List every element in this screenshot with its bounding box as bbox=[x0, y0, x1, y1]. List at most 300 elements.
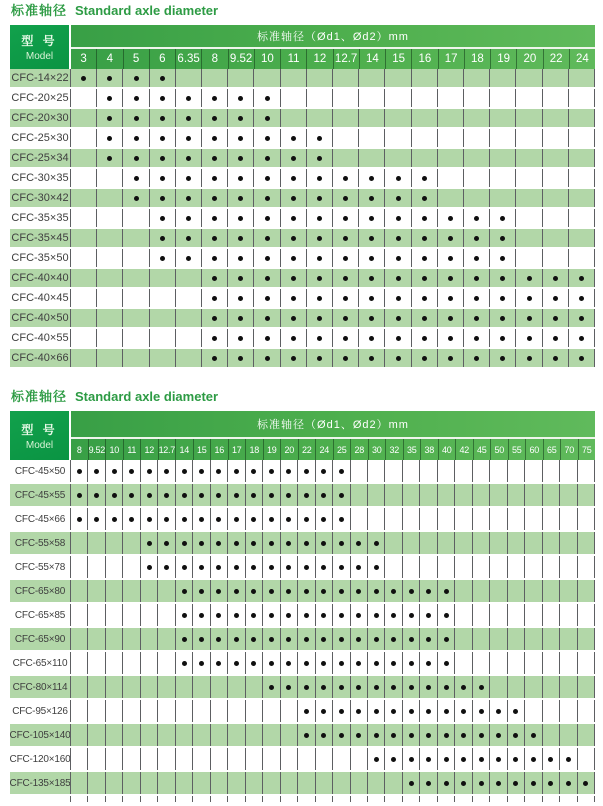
availability-dot bbox=[304, 661, 309, 666]
availability-dot bbox=[94, 493, 99, 498]
diameter-column-header: 40 bbox=[438, 439, 456, 460]
availability-dot bbox=[339, 733, 344, 738]
availability-dot bbox=[286, 541, 291, 546]
availability-cell bbox=[351, 748, 368, 770]
availability-dot bbox=[286, 685, 291, 690]
availability-cell bbox=[359, 349, 385, 367]
availability-cell bbox=[385, 229, 411, 247]
availability-cell bbox=[351, 580, 368, 602]
availability-cell bbox=[263, 652, 280, 674]
availability-cell bbox=[543, 89, 569, 107]
availability-cell bbox=[123, 508, 140, 530]
availability-dot bbox=[251, 589, 256, 594]
availability-cell bbox=[438, 209, 464, 227]
availability-dot bbox=[134, 176, 139, 181]
diameter-column-header: 15 bbox=[193, 439, 211, 460]
availability-cell bbox=[71, 508, 88, 530]
availability-cell bbox=[228, 460, 245, 482]
availability-cell bbox=[385, 652, 402, 674]
availability-cell bbox=[578, 676, 595, 698]
availability-dot bbox=[286, 469, 291, 474]
availability-cell bbox=[141, 508, 158, 530]
availability-cell bbox=[516, 89, 542, 107]
availability-cell bbox=[71, 189, 97, 207]
availability-cell bbox=[385, 508, 402, 530]
availability-cell bbox=[176, 89, 202, 107]
table-body bbox=[10, 460, 595, 802]
availability-cell bbox=[351, 460, 368, 482]
availability-cell bbox=[211, 652, 228, 674]
table-row bbox=[10, 109, 595, 129]
availability-cell bbox=[88, 748, 105, 770]
availability-cell bbox=[490, 748, 507, 770]
availability-cell bbox=[412, 289, 438, 307]
model-cell: CFC-20×25 bbox=[10, 89, 71, 107]
availability-cell bbox=[403, 700, 420, 722]
availability-cell bbox=[420, 460, 437, 482]
availability-dot bbox=[426, 781, 431, 786]
availability-dot bbox=[147, 565, 152, 570]
availability-cell bbox=[176, 249, 202, 267]
availability-cell bbox=[560, 580, 577, 602]
availability-cell bbox=[333, 724, 350, 746]
availability-cell bbox=[150, 129, 176, 147]
availability-dot bbox=[286, 637, 291, 642]
diameter-header-group bbox=[71, 25, 595, 69]
availability-dot bbox=[396, 316, 401, 321]
availability-cell bbox=[263, 748, 280, 770]
availability-cell bbox=[176, 189, 202, 207]
availability-dot bbox=[212, 116, 217, 121]
availability-cell bbox=[490, 189, 516, 207]
section-title bbox=[11, 3, 595, 19]
availability-cell bbox=[368, 556, 385, 578]
availability-dot bbox=[527, 336, 532, 341]
availability-cell bbox=[298, 580, 315, 602]
availability-cell bbox=[385, 209, 411, 227]
availability-cell bbox=[385, 109, 411, 127]
availability-cell bbox=[560, 508, 577, 530]
availability-cell bbox=[525, 652, 542, 674]
availability-dot bbox=[199, 517, 204, 522]
availability-cell bbox=[525, 796, 542, 802]
availability-cell bbox=[158, 508, 175, 530]
availability-dot bbox=[286, 613, 291, 618]
availability-cell bbox=[438, 700, 455, 722]
model-cell: CFC-40×50 bbox=[10, 309, 71, 327]
availability-cell bbox=[455, 700, 472, 722]
availability-cell bbox=[176, 209, 202, 227]
availability-cell bbox=[490, 772, 507, 794]
availability-cell bbox=[490, 209, 516, 227]
availability-cell bbox=[176, 724, 193, 746]
availability-dot bbox=[479, 709, 484, 714]
model-header-zh: 型 号 bbox=[21, 422, 58, 437]
availability-cell bbox=[578, 556, 595, 578]
availability-cell bbox=[150, 209, 176, 227]
availability-cell bbox=[569, 89, 595, 107]
availability-dot bbox=[182, 661, 187, 666]
availability-dot bbox=[304, 613, 309, 618]
diameter-column-header: 18 bbox=[245, 439, 263, 460]
table-row bbox=[10, 289, 595, 309]
availability-cell bbox=[202, 249, 228, 267]
availability-cell bbox=[281, 580, 298, 602]
availability-cell bbox=[307, 149, 333, 167]
availability-cell bbox=[263, 484, 280, 506]
availability-cell bbox=[228, 109, 254, 127]
availability-cell bbox=[150, 269, 176, 287]
availability-cell bbox=[385, 189, 411, 207]
availability-cell bbox=[307, 269, 333, 287]
model-cell: CFC-65×85 bbox=[10, 604, 71, 626]
availability-dot bbox=[448, 316, 453, 321]
availability-dot bbox=[251, 613, 256, 618]
availability-cell bbox=[228, 269, 254, 287]
availability-dot bbox=[182, 589, 187, 594]
availability-cell bbox=[359, 89, 385, 107]
availability-cell bbox=[508, 772, 525, 794]
section-title-zh: 标准轴径 bbox=[11, 389, 68, 404]
availability-cell bbox=[473, 508, 490, 530]
availability-cell bbox=[333, 700, 350, 722]
availability-dot bbox=[369, 296, 374, 301]
availability-dot bbox=[77, 469, 82, 474]
availability-cell bbox=[307, 69, 333, 87]
availability-cell bbox=[473, 772, 490, 794]
availability-cell bbox=[71, 484, 88, 506]
availability-dot bbox=[579, 316, 584, 321]
availability-cell bbox=[141, 604, 158, 626]
availability-cell bbox=[88, 532, 105, 554]
table-row bbox=[10, 604, 595, 628]
availability-dot bbox=[212, 276, 217, 281]
diameter-column-header: 10 bbox=[105, 439, 123, 460]
availability-dot bbox=[396, 176, 401, 181]
availability-cell bbox=[71, 289, 97, 307]
availability-cell bbox=[412, 189, 438, 207]
availability-cell bbox=[211, 796, 228, 802]
availability-cell bbox=[490, 349, 516, 367]
availability-dot bbox=[286, 493, 291, 498]
availability-dot bbox=[409, 685, 414, 690]
availability-cell bbox=[263, 460, 280, 482]
diameter-column-header: 12.7 bbox=[333, 49, 359, 69]
availability-dot bbox=[513, 781, 518, 786]
availability-dot bbox=[265, 196, 270, 201]
availability-dot bbox=[269, 685, 274, 690]
availability-dot bbox=[422, 356, 427, 361]
availability-cell bbox=[281, 460, 298, 482]
availability-dot bbox=[409, 733, 414, 738]
model-cell: CFC-35×45 bbox=[10, 229, 71, 247]
availability-dot bbox=[444, 709, 449, 714]
availability-cell bbox=[88, 676, 105, 698]
availability-cell bbox=[525, 628, 542, 650]
availability-cell bbox=[298, 748, 315, 770]
availability-cell bbox=[193, 484, 210, 506]
availability-cell bbox=[246, 484, 263, 506]
availability-cell bbox=[438, 628, 455, 650]
axle-diameter-section-2 bbox=[10, 389, 595, 802]
availability-cell bbox=[123, 556, 140, 578]
availability-cell bbox=[359, 169, 385, 187]
availability-cell bbox=[176, 700, 193, 722]
availability-cell bbox=[543, 700, 560, 722]
section-title-zh: 标准轴径 bbox=[11, 3, 68, 18]
availability-cell bbox=[193, 556, 210, 578]
availability-cell bbox=[193, 748, 210, 770]
availability-cell bbox=[438, 69, 464, 87]
diameter-column-header: 25 bbox=[333, 439, 351, 460]
availability-cell bbox=[176, 628, 193, 650]
model-cell: CFC-25×30 bbox=[10, 129, 71, 147]
availability-cell bbox=[193, 652, 210, 674]
availability-cell bbox=[368, 580, 385, 602]
availability-dot bbox=[553, 276, 558, 281]
availability-dot bbox=[500, 296, 505, 301]
availability-cell bbox=[420, 676, 437, 698]
diameter-column-header: 9.52 bbox=[228, 49, 254, 69]
availability-cell bbox=[368, 796, 385, 802]
table-row bbox=[10, 460, 595, 484]
availability-dot bbox=[426, 613, 431, 618]
availability-cell bbox=[254, 169, 280, 187]
availability-cell bbox=[176, 129, 202, 147]
model-cell: CFC-45×55 bbox=[10, 484, 71, 506]
availability-cell bbox=[412, 149, 438, 167]
availability-cell bbox=[176, 508, 193, 530]
availability-dot bbox=[291, 136, 296, 141]
availability-cell bbox=[464, 269, 490, 287]
availability-cell bbox=[211, 724, 228, 746]
availability-cell bbox=[150, 109, 176, 127]
availability-cell bbox=[263, 772, 280, 794]
availability-dot bbox=[343, 276, 348, 281]
availability-cell bbox=[420, 604, 437, 626]
availability-dot bbox=[107, 76, 112, 81]
availability-cell bbox=[158, 580, 175, 602]
availability-cell bbox=[228, 329, 254, 347]
availability-cell bbox=[123, 109, 149, 127]
availability-cell bbox=[560, 796, 577, 802]
availability-dot bbox=[134, 116, 139, 121]
availability-dot bbox=[391, 613, 396, 618]
availability-cell bbox=[438, 109, 464, 127]
model-cell: CFC-35×50 bbox=[10, 249, 71, 267]
availability-dot bbox=[251, 541, 256, 546]
availability-cell bbox=[106, 652, 123, 674]
availability-cell bbox=[246, 532, 263, 554]
availability-cell bbox=[281, 269, 307, 287]
availability-cell bbox=[385, 700, 402, 722]
availability-cell bbox=[88, 772, 105, 794]
model-cell: CFC-30×35 bbox=[10, 169, 71, 187]
availability-cell bbox=[438, 508, 455, 530]
availability-cell bbox=[464, 189, 490, 207]
axle-diameter-table-1 bbox=[10, 25, 595, 369]
availability-dot bbox=[343, 216, 348, 221]
availability-cell bbox=[385, 89, 411, 107]
availability-cell bbox=[150, 309, 176, 327]
availability-dot bbox=[369, 316, 374, 321]
availability-cell bbox=[97, 229, 123, 247]
availability-cell bbox=[473, 724, 490, 746]
availability-cell bbox=[202, 69, 228, 87]
availability-cell bbox=[543, 628, 560, 650]
availability-cell bbox=[307, 129, 333, 147]
availability-cell bbox=[333, 460, 350, 482]
availability-cell bbox=[333, 796, 350, 802]
availability-cell bbox=[438, 149, 464, 167]
diameter-column-header: 70 bbox=[560, 439, 578, 460]
availability-cell bbox=[543, 309, 569, 327]
availability-dot bbox=[317, 276, 322, 281]
availability-dot bbox=[448, 276, 453, 281]
availability-dot bbox=[583, 781, 588, 786]
availability-cell bbox=[228, 149, 254, 167]
availability-cell bbox=[263, 724, 280, 746]
availability-cell bbox=[71, 349, 97, 367]
availability-dot bbox=[269, 493, 274, 498]
availability-cell bbox=[525, 724, 542, 746]
availability-dot bbox=[238, 116, 243, 121]
availability-cell bbox=[141, 484, 158, 506]
availability-cell bbox=[106, 484, 123, 506]
availability-dot bbox=[513, 733, 518, 738]
availability-dot bbox=[238, 136, 243, 141]
availability-cell bbox=[490, 556, 507, 578]
availability-cell bbox=[464, 169, 490, 187]
availability-dot bbox=[448, 256, 453, 261]
availability-dot bbox=[343, 236, 348, 241]
availability-dot bbox=[374, 637, 379, 642]
model-cell: CFC-95×126 bbox=[10, 700, 71, 722]
diameter-column-header: 38 bbox=[420, 439, 438, 460]
availability-cell bbox=[254, 69, 280, 87]
availability-dot bbox=[500, 336, 505, 341]
availability-dot bbox=[199, 493, 204, 498]
availability-cell bbox=[193, 508, 210, 530]
availability-cell bbox=[158, 700, 175, 722]
availability-dot bbox=[251, 469, 256, 474]
availability-cell bbox=[569, 129, 595, 147]
table-row bbox=[10, 169, 595, 189]
availability-dot bbox=[186, 236, 191, 241]
availability-cell bbox=[333, 89, 359, 107]
availability-dot bbox=[269, 517, 274, 522]
availability-dot bbox=[94, 517, 99, 522]
availability-cell bbox=[106, 580, 123, 602]
availability-dot bbox=[369, 356, 374, 361]
availability-cell bbox=[560, 700, 577, 722]
table-row bbox=[10, 69, 595, 89]
availability-cell bbox=[281, 289, 307, 307]
availability-dot bbox=[531, 781, 536, 786]
availability-cell bbox=[298, 628, 315, 650]
availability-dot bbox=[317, 296, 322, 301]
availability-dot bbox=[234, 589, 239, 594]
availability-cell bbox=[158, 772, 175, 794]
diameter-column-header: 12.7 bbox=[158, 439, 176, 460]
availability-cell bbox=[71, 748, 88, 770]
availability-cell bbox=[385, 129, 411, 147]
availability-dot bbox=[339, 637, 344, 642]
availability-cell bbox=[106, 532, 123, 554]
availability-cell bbox=[473, 748, 490, 770]
availability-dot bbox=[339, 469, 344, 474]
diameter-column-header: 17 bbox=[228, 439, 246, 460]
availability-cell bbox=[569, 249, 595, 267]
availability-dot bbox=[374, 613, 379, 618]
availability-cell bbox=[333, 772, 350, 794]
availability-cell bbox=[385, 349, 411, 367]
availability-cell bbox=[193, 676, 210, 698]
availability-cell bbox=[141, 556, 158, 578]
availability-cell bbox=[385, 269, 411, 287]
availability-cell bbox=[438, 129, 464, 147]
availability-cell bbox=[263, 796, 280, 802]
availability-cell bbox=[202, 229, 228, 247]
availability-cell bbox=[403, 580, 420, 602]
model-header-en: Model bbox=[25, 51, 54, 62]
availability-cell bbox=[71, 556, 88, 578]
availability-dot bbox=[496, 781, 501, 786]
availability-cell bbox=[158, 460, 175, 482]
availability-dot bbox=[500, 276, 505, 281]
availability-dot bbox=[291, 336, 296, 341]
availability-dot bbox=[77, 517, 82, 522]
availability-cell bbox=[281, 209, 307, 227]
availability-dot bbox=[369, 176, 374, 181]
availability-dot bbox=[396, 296, 401, 301]
availability-cell bbox=[97, 289, 123, 307]
availability-dot bbox=[160, 116, 165, 121]
model-cell: CFC-40×45 bbox=[10, 289, 71, 307]
availability-cell bbox=[525, 484, 542, 506]
availability-cell bbox=[281, 676, 298, 698]
availability-dot bbox=[553, 356, 558, 361]
availability-cell bbox=[516, 209, 542, 227]
diameter-column-header: 5 bbox=[123, 49, 149, 69]
availability-dot bbox=[160, 256, 165, 261]
availability-dot bbox=[356, 661, 361, 666]
availability-cell bbox=[263, 700, 280, 722]
availability-dot bbox=[164, 469, 169, 474]
availability-cell bbox=[298, 604, 315, 626]
availability-cell bbox=[123, 532, 140, 554]
availability-cell bbox=[333, 484, 350, 506]
availability-cell bbox=[316, 460, 333, 482]
diameter-column-header: 12 bbox=[140, 439, 158, 460]
availability-cell bbox=[403, 748, 420, 770]
availability-cell bbox=[150, 149, 176, 167]
model-cell: CFC-40×66 bbox=[10, 349, 71, 367]
availability-dot bbox=[317, 136, 322, 141]
availability-cell bbox=[246, 628, 263, 650]
availability-cell bbox=[560, 532, 577, 554]
availability-dot bbox=[426, 757, 431, 762]
availability-cell bbox=[106, 628, 123, 650]
availability-cell bbox=[150, 189, 176, 207]
availability-cell bbox=[333, 229, 359, 247]
availability-dot bbox=[548, 757, 553, 762]
availability-dot bbox=[396, 216, 401, 221]
availability-cell bbox=[158, 676, 175, 698]
availability-cell bbox=[455, 748, 472, 770]
table-row bbox=[10, 209, 595, 229]
availability-dot bbox=[548, 781, 553, 786]
